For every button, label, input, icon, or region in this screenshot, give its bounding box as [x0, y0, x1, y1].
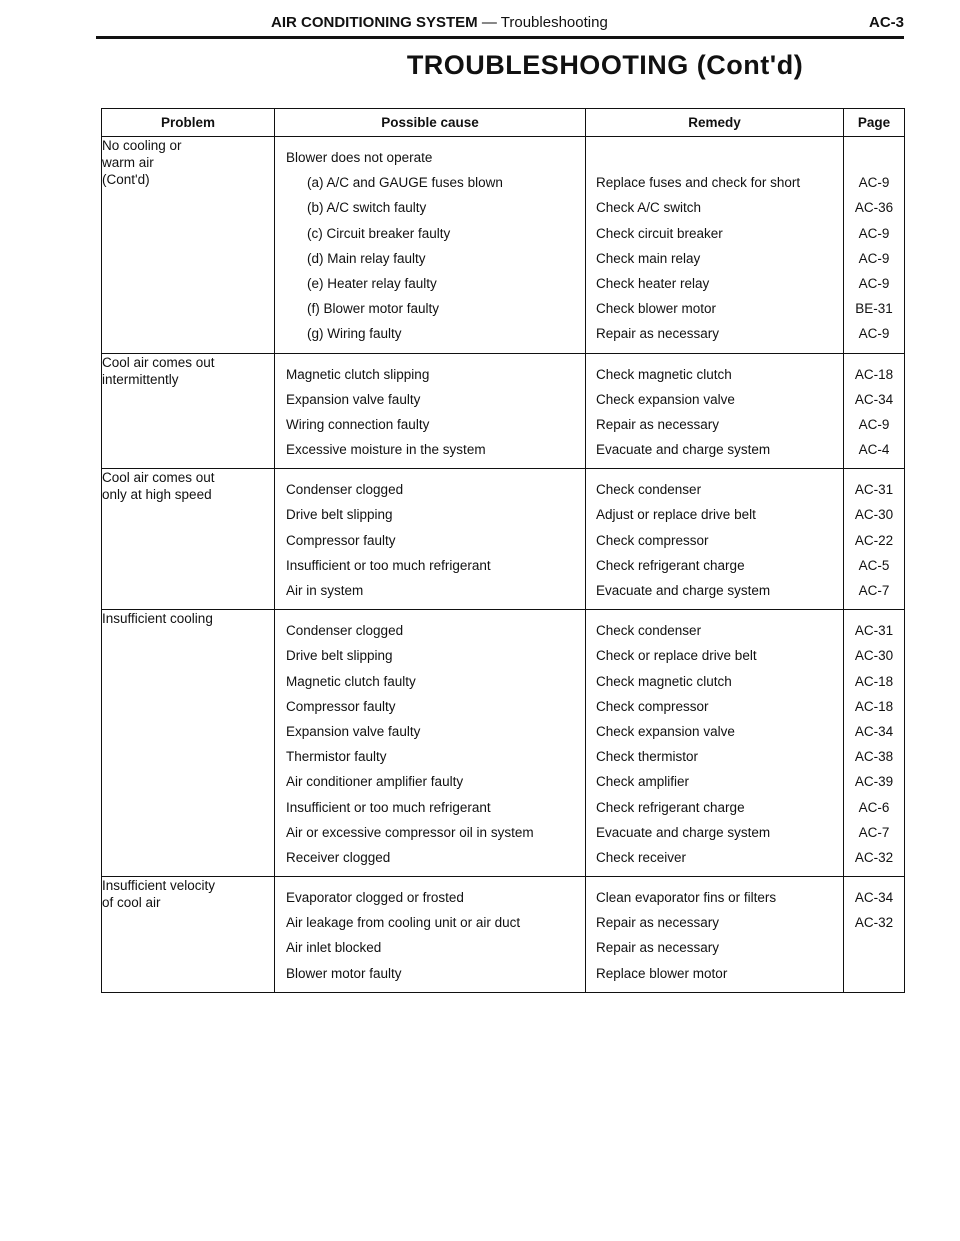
- table-body: [102, 137, 905, 993]
- page-ref: AC-7: [858, 583, 890, 598]
- cause-text: (f) Blower motor faulty: [307, 301, 440, 317]
- page-ref: AC-4: [858, 442, 890, 458]
- cause-text: Drive belt slipping: [286, 507, 393, 523]
- cause-text: Excessive moisture in the system: [286, 442, 486, 458]
- cause-cell: [275, 137, 586, 354]
- cause-cell: [275, 353, 586, 469]
- remedy-text: Check refrigerant charge: [596, 799, 745, 815]
- cause-text: (c) Circuit breaker faulty: [307, 225, 451, 241]
- page-ref: AC-34: [854, 723, 894, 739]
- page-ref: AC-9: [858, 225, 890, 241]
- remedy-text: Repair as necessary: [596, 940, 720, 956]
- problem-text: intermittently: [102, 371, 179, 387]
- page-header: [96, 8, 904, 39]
- remedy-text: Replace fuses and check for short: [596, 175, 801, 191]
- cause-cell: [275, 877, 586, 993]
- cause-cell: [275, 610, 586, 877]
- cause-text: Air or excessive compressor oil in system: [286, 824, 534, 840]
- page-ref: AC-18: [854, 673, 894, 689]
- table-row: [102, 877, 905, 993]
- problem-cell: [102, 610, 275, 877]
- remedy-cell: [586, 353, 844, 469]
- page-ref: AC-30: [854, 507, 894, 523]
- problem-text: of cool air: [102, 895, 161, 911]
- remedy-text: Check expansion valve: [596, 723, 735, 739]
- remedy-cell: [586, 137, 844, 354]
- remedy-text: Check expansion valve: [596, 391, 735, 407]
- page-cell: [844, 610, 905, 877]
- remedy-cell: [586, 610, 844, 877]
- cause-text: Condenser clogged: [286, 482, 404, 498]
- page-ref: AC-34: [854, 890, 894, 906]
- cause-text: Air conditioner amplifier faulty: [286, 774, 464, 790]
- header-subsection: Troubleshooting: [500, 14, 608, 31]
- page-ref: AC-6: [858, 799, 890, 815]
- remedy-text: Check heater relay: [596, 275, 710, 291]
- cause-text: Blower motor faulty: [286, 965, 402, 981]
- cause-text: (a) A/C and GAUGE fuses blown: [307, 175, 503, 191]
- remedy-text: Check compressor: [596, 532, 709, 548]
- page-ref: AC-9: [858, 275, 890, 291]
- cause-text: Insufficient or too much refrigerant: [286, 557, 491, 573]
- column-header-problem: Problem: [102, 109, 275, 137]
- problem-text: (Cont'd): [102, 172, 150, 187]
- remedy-text: Check magnetic clutch: [596, 673, 732, 689]
- problem-text: only at high speed: [102, 487, 212, 503]
- remedy-text: Check receiver: [596, 849, 687, 865]
- page-cell: [844, 877, 905, 993]
- page-ref: AC-31: [854, 482, 894, 498]
- table-header-row: [102, 109, 905, 137]
- cause-text: Insufficient or too much refrigerant: [286, 799, 491, 815]
- column-header-possible-cause: Possible cause: [275, 109, 586, 137]
- cause-text: Expansion valve faulty: [286, 391, 421, 407]
- remedy-text: Evacuate and charge system: [596, 583, 771, 598]
- problem-cell: [102, 353, 275, 469]
- column-header-remedy: Remedy: [586, 109, 844, 137]
- page-ref: AC-18: [854, 366, 894, 382]
- remedy-text: Check condenser: [596, 623, 702, 639]
- remedy-text: Evacuate and charge system: [596, 824, 771, 840]
- remedy-text: Check main relay: [596, 250, 701, 266]
- cause-text: Air inlet blocked: [286, 940, 382, 956]
- remedy-text: Repair as necessary: [596, 416, 720, 432]
- remedy-text: Check thermistor: [596, 749, 699, 765]
- cause-text: Condenser clogged: [286, 623, 404, 639]
- page-ref: AC-7: [858, 824, 890, 840]
- cause-text: Magnetic clutch faulty: [286, 673, 416, 689]
- cause-text: Magnetic clutch slipping: [286, 366, 430, 382]
- table-row: [102, 137, 905, 354]
- problem-text: Insufficient cooling: [102, 611, 213, 627]
- remedy-text: Repair as necessary: [596, 915, 720, 931]
- cause-text: Receiver clogged: [286, 849, 391, 865]
- page-cell: [844, 469, 905, 610]
- table-row: [102, 469, 905, 610]
- page-ref: AC-32: [854, 849, 894, 865]
- page-ref: BE-31: [855, 301, 893, 317]
- problem-text: Cool air comes out: [102, 354, 215, 370]
- remedy-text: Check compressor: [596, 698, 709, 714]
- remedy-text: Repair as necessary: [596, 326, 720, 342]
- header-dash: —: [477, 14, 501, 31]
- problem-cell: [102, 877, 275, 993]
- remedy-cell: [586, 469, 844, 610]
- troubleshooting-table: [101, 108, 905, 993]
- cause-cell: [275, 469, 586, 610]
- remedy-text: Check or replace drive belt: [596, 648, 757, 664]
- remedy-text: Check circuit breaker: [596, 225, 723, 241]
- cause-text: Air leakage from cooling unit or air duct: [286, 915, 521, 931]
- problem-text: No cooling or: [102, 138, 182, 153]
- cause-text: Evaporator clogged or frosted: [286, 890, 464, 906]
- remedy-text: Evacuate and charge system: [596, 442, 771, 458]
- page-ref: AC-5: [858, 557, 890, 573]
- page-ref: AC-9: [858, 175, 890, 191]
- header-page-number: AC-3: [868, 14, 904, 31]
- problem-text: warm air: [102, 155, 154, 170]
- remedy-text: Replace blower motor: [596, 965, 728, 981]
- cause-text: (d) Main relay faulty: [307, 250, 426, 266]
- remedy-text: Check amplifier: [596, 774, 690, 790]
- page-ref: AC-9: [858, 326, 890, 342]
- remedy-text: Clean evaporator fins or filters: [596, 890, 777, 906]
- header-section: AIR CONDITIONING SYSTEM: [271, 14, 478, 31]
- cause-text: Compressor faulty: [286, 532, 396, 548]
- table-row: [102, 353, 905, 469]
- problem-cell: [102, 137, 275, 354]
- header-title: [271, 14, 608, 31]
- remedy-cell: [586, 877, 844, 993]
- remedy-text: [586, 145, 843, 170]
- page-cell: [844, 353, 905, 469]
- page-ref: AC-31: [854, 623, 894, 639]
- page-ref: [844, 935, 904, 960]
- cause-text: Wiring connection faulty: [286, 416, 430, 432]
- cause-text: (b) A/C switch faulty: [307, 200, 427, 216]
- cause-text: Compressor faulty: [286, 698, 396, 714]
- remedy-text: Check blower motor: [596, 301, 717, 317]
- cause-text: (e) Heater relay faulty: [307, 275, 437, 291]
- remedy-text: Adjust or replace drive belt: [596, 507, 756, 523]
- page-ref: AC-9: [858, 250, 890, 266]
- remedy-text: Check refrigerant charge: [596, 557, 745, 573]
- page-ref: AC-22: [854, 532, 894, 548]
- page-cell: [844, 137, 905, 354]
- page-ref: AC-9: [858, 416, 890, 432]
- page-ref: AC-34: [854, 391, 894, 407]
- page-ref: AC-36: [854, 200, 894, 216]
- page-ref: AC-32: [854, 915, 894, 931]
- remedy-text: Check condenser: [596, 482, 702, 498]
- column-header-page: Page: [844, 109, 905, 137]
- page-ref: [844, 961, 904, 986]
- problem-text: Insufficient velocity: [102, 878, 216, 894]
- page-ref: AC-18: [854, 698, 894, 714]
- remedy-text: Check A/C switch: [596, 200, 702, 216]
- page-ref: AC-38: [854, 749, 894, 765]
- cause-text: Thermistor faulty: [286, 749, 387, 765]
- table-row: [102, 610, 905, 877]
- page-ref: [844, 145, 904, 170]
- cause-text: Blower does not operate: [286, 150, 433, 165]
- cause-text: Expansion valve faulty: [286, 723, 421, 739]
- cause-text: Drive belt slipping: [286, 648, 393, 664]
- cause-text: Air in system: [286, 583, 364, 598]
- problem-text: Cool air comes out: [102, 470, 215, 486]
- cause-text: (g) Wiring faulty: [307, 326, 402, 342]
- page-ref: AC-30: [854, 648, 894, 664]
- page-title: TROUBLESHOOTING (Cont'd): [406, 50, 804, 80]
- problem-cell: [102, 469, 275, 610]
- remedy-text: Check magnetic clutch: [596, 366, 732, 382]
- page-ref: AC-39: [854, 774, 894, 790]
